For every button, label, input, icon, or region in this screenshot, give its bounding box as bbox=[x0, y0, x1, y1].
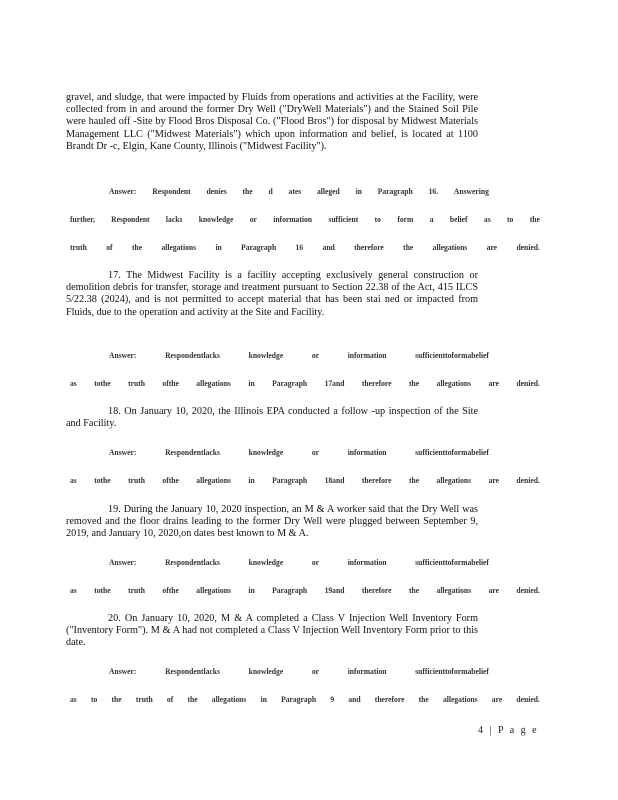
answer-word: therefore bbox=[354, 242, 384, 253]
answer-word: Answer: bbox=[109, 186, 137, 197]
answer-word: Paragraph bbox=[272, 475, 308, 486]
answer-16-line-2 bbox=[70, 214, 540, 224]
answer-word: truth bbox=[128, 475, 145, 486]
answer-word: or bbox=[311, 447, 320, 458]
answer-word: d bbox=[268, 186, 273, 197]
answer-word: therefore bbox=[361, 475, 392, 486]
answer-word: are bbox=[488, 378, 499, 389]
paragraph-16-continued: gravel, and sludge, that were impacted by Fluids from operations and activities at the Facility, were collected from in and around the former Dry Well ("DryWell Materials") and the Stained Soil Pile were hauled off -Site by Flood Bros Disposal Co. ("Flood Bros") for disposal by Midwest Materials Management LLC ("Midwest Materials") which upon information and belief, is located at 1100 Brandt Dr -c, Elgin, Kane County, Illinois ("Midwest Facility"). bbox=[66, 92, 478, 152]
answer-word: 19and bbox=[324, 585, 345, 596]
answer-word: and bbox=[348, 694, 361, 705]
answer-word: in bbox=[260, 694, 267, 705]
answer-word: Respondentlacks bbox=[165, 447, 220, 458]
answer-word: allegations bbox=[196, 378, 231, 389]
answer-word: Respondentlacks bbox=[165, 557, 220, 568]
answer-word: the bbox=[111, 694, 122, 705]
answer-word: allegations bbox=[432, 242, 468, 253]
answer-word: sufficienttoformabelief bbox=[415, 557, 489, 568]
answer-word: denied. bbox=[516, 242, 540, 253]
answer-word: Paragraph bbox=[272, 585, 308, 596]
answer-word: to bbox=[90, 694, 98, 705]
answer-word: Answer: bbox=[109, 350, 137, 361]
answer-word: or bbox=[311, 666, 320, 677]
answer-word: the bbox=[242, 186, 253, 197]
answer-word: allegations bbox=[442, 694, 478, 705]
answer-word: the bbox=[408, 585, 420, 596]
answer-word: therefore bbox=[361, 378, 392, 389]
answer-word: denied. bbox=[516, 378, 540, 389]
answer-word: alleged bbox=[316, 186, 340, 197]
answer-word: Paragraph bbox=[377, 186, 413, 197]
answer-17-line-2 bbox=[70, 378, 540, 388]
answer-word: in bbox=[215, 242, 222, 253]
answer-word: Paragraph bbox=[281, 694, 317, 705]
answer-word: tothe bbox=[94, 585, 111, 596]
answer-word: the bbox=[418, 694, 429, 705]
answer-word: information bbox=[347, 350, 387, 361]
answer-word: are bbox=[486, 242, 498, 253]
answer-word: ates bbox=[288, 186, 302, 197]
answer-word: allegations bbox=[161, 242, 197, 253]
answer-word: Paragraph bbox=[272, 378, 308, 389]
answer-word: are bbox=[491, 694, 503, 705]
answer-word: the bbox=[408, 378, 420, 389]
answer-word: in bbox=[248, 378, 255, 389]
answer-word: 16. bbox=[428, 186, 439, 197]
answer-word: knowledge bbox=[248, 666, 284, 677]
answer-word: Respondent bbox=[111, 214, 150, 225]
answer-17-line-1 bbox=[109, 350, 489, 360]
page-number: 4 | P a g e bbox=[478, 725, 539, 736]
answer-word: allegations bbox=[196, 585, 231, 596]
answer-word: allegations bbox=[196, 475, 231, 486]
answer-word: to bbox=[374, 214, 381, 225]
answer-word: as bbox=[70, 585, 77, 596]
answer-word: knowledge bbox=[248, 557, 284, 568]
answer-word: belief bbox=[449, 214, 468, 225]
answer-word: knowledge bbox=[248, 447, 284, 458]
answer-word: denied. bbox=[516, 694, 540, 705]
answer-word: Answer: bbox=[109, 447, 137, 458]
paragraph-17: 17. The Midwest Facility is a facility accepting exclusively general construction or demolition debris for transfer, storage and treatment pursuant to Section 22.38 of the Act, 415 ILCS 5/22.38 (2024), and is not permitted to accept material that has been stai ned or impacted from Fluids, due to the operation and activity at the Site and Facility. bbox=[66, 270, 478, 318]
answer-word: therefore bbox=[374, 694, 405, 705]
answer-word: the bbox=[408, 475, 420, 486]
answer-word: or bbox=[249, 214, 257, 225]
answer-word: are bbox=[488, 475, 499, 486]
answer-word: allegations bbox=[436, 378, 472, 389]
answer-word: of bbox=[106, 242, 113, 253]
answer-word: denied. bbox=[516, 585, 540, 596]
answer-word: in bbox=[248, 585, 255, 596]
answer-word: ofthe bbox=[162, 585, 179, 596]
answer-18-line-1 bbox=[109, 447, 489, 457]
answer-word: the bbox=[403, 242, 414, 253]
answer-word: 16 bbox=[295, 242, 304, 253]
answer-word: to bbox=[507, 214, 514, 225]
answer-word: truth bbox=[128, 585, 145, 596]
answer-18-line-2 bbox=[70, 475, 540, 485]
answer-word: the bbox=[529, 214, 540, 225]
answer-word: Paragraph bbox=[241, 242, 277, 253]
answer-word: Respondentlacks bbox=[165, 350, 220, 361]
answer-19-line-1 bbox=[109, 557, 489, 567]
answer-word: 18and bbox=[324, 475, 345, 486]
answer-word: are bbox=[488, 585, 499, 596]
answer-word: and bbox=[322, 242, 335, 253]
paragraph-20: 20. On January 10, 2020, M & A completed a Class V Injection Well Inventory Form ("Inventory Form"). M & A had not completed a Class V Injection Well Inventory Form prior to this date. bbox=[66, 613, 478, 649]
answer-word: the bbox=[131, 242, 143, 253]
answer-word: allegations bbox=[436, 475, 472, 486]
answer-word: tothe bbox=[94, 378, 111, 389]
answer-word: denied. bbox=[516, 475, 540, 486]
answer-word: truth bbox=[70, 242, 87, 253]
answer-20-line-1 bbox=[109, 666, 489, 676]
answer-word: further, bbox=[70, 214, 95, 225]
answer-word: of bbox=[166, 694, 174, 705]
answer-19-line-2 bbox=[70, 585, 540, 595]
answer-16-line-3 bbox=[70, 242, 540, 252]
answer-word: form bbox=[397, 214, 414, 225]
answer-word: in bbox=[355, 186, 362, 197]
answer-word: 17and bbox=[324, 378, 345, 389]
paragraph-18: 18. On January 10, 2020, the Illinois EPA conducted a follow -up inspection of the Site and Facility. bbox=[66, 406, 478, 430]
answer-word: truth bbox=[128, 378, 145, 389]
answer-word: or bbox=[311, 350, 320, 361]
answer-word: as bbox=[70, 475, 77, 486]
answer-word: sufficienttoformabelief bbox=[415, 350, 489, 361]
answer-word: tothe bbox=[94, 475, 111, 486]
answer-word: Respondentlacks bbox=[165, 666, 220, 677]
answer-word: lacks bbox=[165, 214, 183, 225]
answer-word: Answering bbox=[453, 186, 489, 197]
answer-word: as bbox=[70, 694, 77, 705]
paragraph-19: 19. During the January 10, 2020 inspection, an M & A worker said that the Dry Well was removed and the floor drains leading to the former Dry Well were plugged between September 9, 2019, and January 10, 2020,on dates best known to M & A. bbox=[66, 504, 478, 540]
answer-word: denies bbox=[206, 186, 227, 197]
answer-word: a bbox=[429, 214, 434, 225]
answer-word: Answer: bbox=[109, 557, 137, 568]
answer-word: Answer: bbox=[109, 666, 137, 677]
answer-word: allegations bbox=[436, 585, 472, 596]
answer-word: information bbox=[347, 447, 387, 458]
answer-word: information bbox=[273, 214, 313, 225]
answer-word: information bbox=[347, 557, 387, 568]
answer-word: ofthe bbox=[162, 475, 179, 486]
answer-word: knowledge bbox=[248, 350, 284, 361]
answer-word: sufficienttoformabelief bbox=[415, 666, 489, 677]
answer-word: as bbox=[70, 378, 77, 389]
answer-word: knowledge bbox=[198, 214, 234, 225]
answer-word: ofthe bbox=[162, 378, 179, 389]
answer-word: allegations bbox=[211, 694, 247, 705]
answer-word: truth bbox=[135, 694, 153, 705]
answer-20-line-2 bbox=[70, 694, 540, 704]
answer-word: information bbox=[347, 666, 387, 677]
answer-word: the bbox=[187, 694, 198, 705]
answer-word: sufficient bbox=[328, 214, 359, 225]
answer-word: or bbox=[311, 557, 320, 568]
answer-word: therefore bbox=[361, 585, 392, 596]
answer-word: sufficienttoformabelief bbox=[415, 447, 489, 458]
answer-word: 9 bbox=[330, 694, 335, 705]
answer-16-line-1 bbox=[109, 186, 489, 196]
answer-word: as bbox=[483, 214, 491, 225]
answer-word: in bbox=[248, 475, 255, 486]
answer-word: Respondent bbox=[152, 186, 191, 197]
